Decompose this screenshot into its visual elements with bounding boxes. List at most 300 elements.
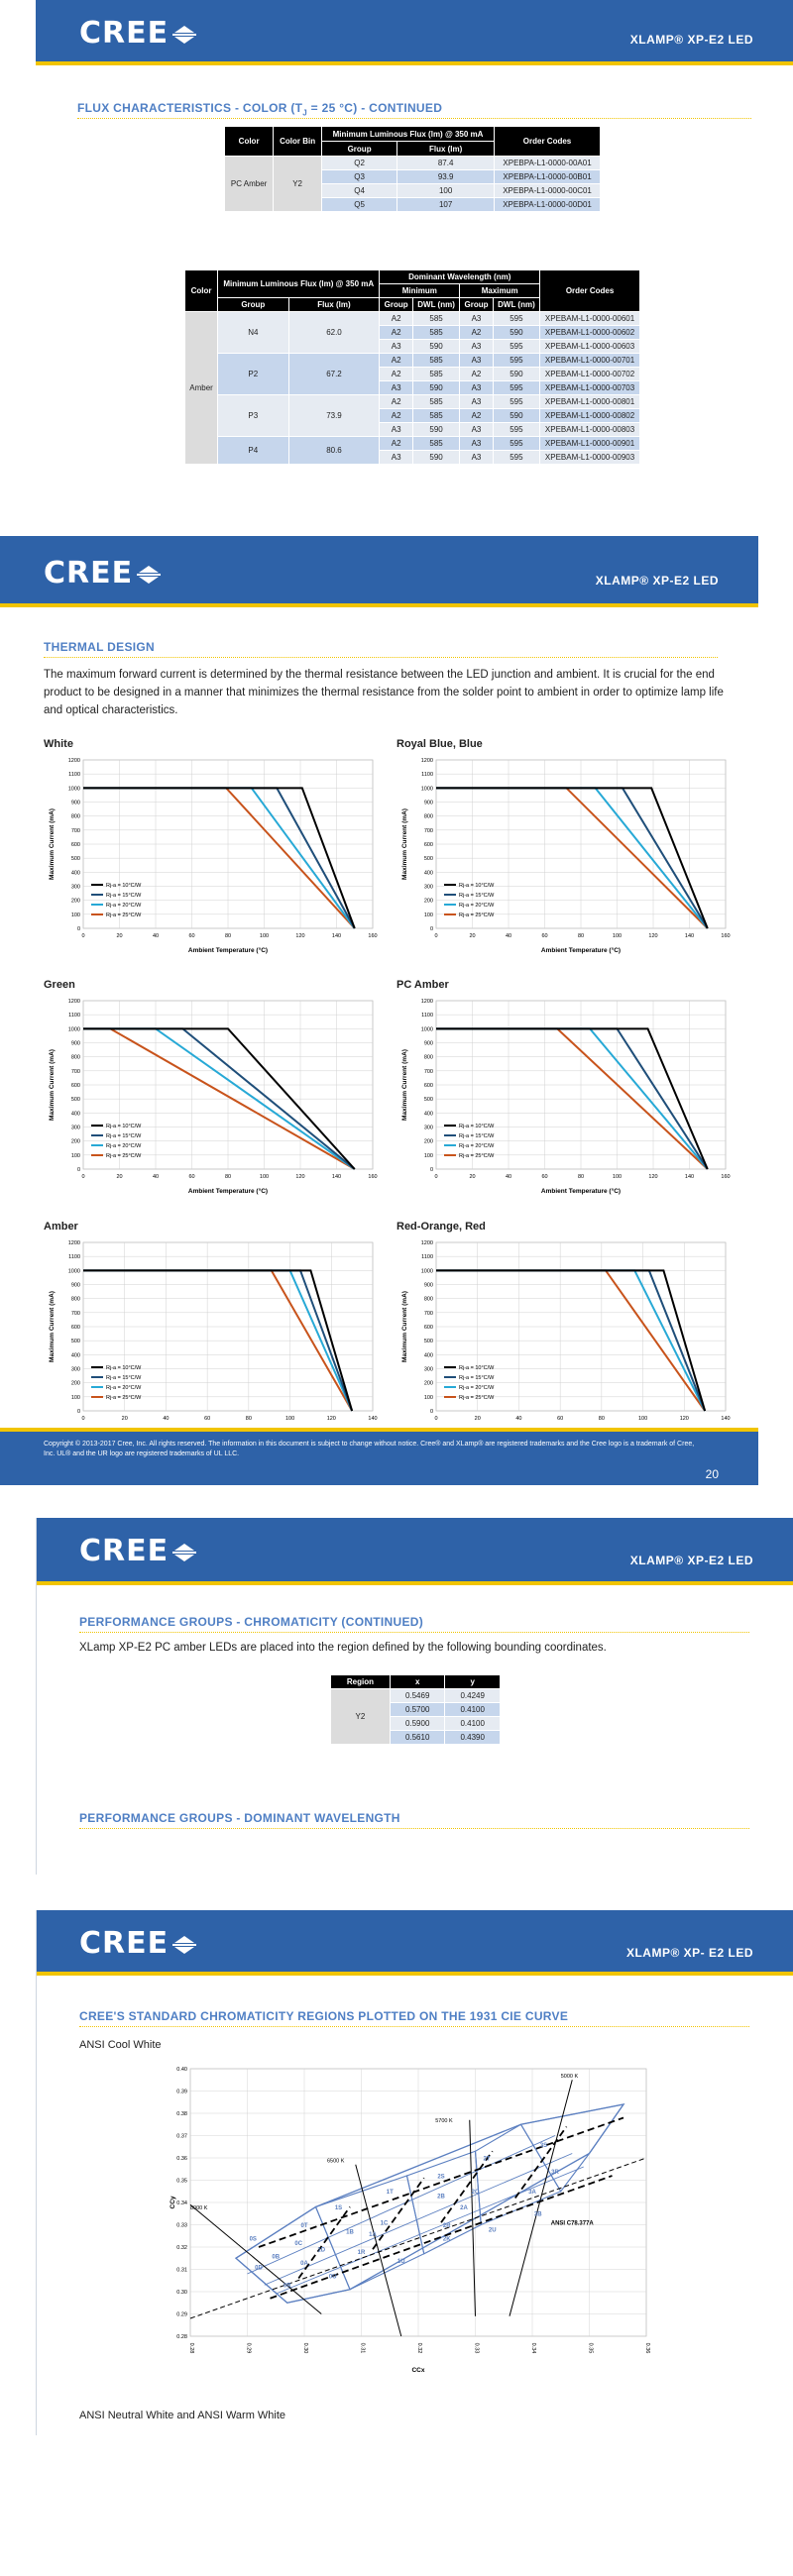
table-cell: A2 xyxy=(460,409,494,423)
chromaticity-table xyxy=(330,1674,501,1745)
cree-chevron-icon xyxy=(171,1934,197,1956)
x-tick-label: 160 xyxy=(368,1174,378,1180)
x-axis-label: Ambient Temperature (°C) xyxy=(540,1188,622,1195)
header-band-3 xyxy=(36,1518,793,1581)
y-tick-label: 0.29 xyxy=(176,2311,187,2318)
product-name: XLAMP® XP-E2 LED xyxy=(595,574,719,588)
region-label: 1U xyxy=(396,2258,405,2265)
table-row xyxy=(331,1689,501,1703)
table-row xyxy=(225,157,601,170)
table-cell: XPEBPA-L1-0000-00A01 xyxy=(495,157,601,170)
table-cell: 0.4100 xyxy=(445,1717,501,1731)
col-max-dwl: DWL (nm) xyxy=(493,298,539,312)
y-tick-label: 1000 xyxy=(420,1268,433,1275)
x-tick-label: 40 xyxy=(505,933,512,939)
x-axis-label: CCx xyxy=(411,2367,425,2374)
y-tick-label: 1200 xyxy=(420,999,433,1005)
table-cell: 595 xyxy=(493,423,539,437)
y-tick-label: 400 xyxy=(423,1111,433,1118)
derating-chart xyxy=(44,995,381,1203)
pc-amber-flux-table xyxy=(224,126,601,212)
y-axis-label: Maximum Current (mA) xyxy=(401,1049,408,1121)
table-cell: 107 xyxy=(397,198,495,212)
region-label: 2B xyxy=(437,2194,445,2200)
y-tick-label: 1100 xyxy=(68,1013,80,1020)
col-order-codes: Order Codes xyxy=(540,270,640,312)
table-cell: XPEBPA-L1-0000-00B01 xyxy=(495,170,601,184)
legend-label: Rj-a = 15°C/W xyxy=(106,1133,142,1139)
y-tick-label: 0.33 xyxy=(176,2222,187,2229)
y-tick-label: 200 xyxy=(423,898,433,905)
region-label: 3B xyxy=(533,2211,542,2218)
region-label: 3S xyxy=(539,2142,548,2149)
region-label: 0R xyxy=(283,2283,291,2290)
col-dominant-wavelength: Dominant Wavelength (nm) xyxy=(380,270,540,284)
y-tick-label: 700 xyxy=(423,1068,433,1075)
x-tick-label: 60 xyxy=(541,933,548,939)
table-cell: A3 xyxy=(460,340,494,354)
amber-flux-table xyxy=(184,269,640,465)
x-tick-label: 80 xyxy=(598,1416,605,1422)
table-cell: XPEBAM-L1-0000-00602 xyxy=(540,326,640,340)
region-label: 1D xyxy=(317,2247,326,2254)
table-cell: P3 xyxy=(218,395,289,437)
x-tick-label: 140 xyxy=(684,933,695,939)
header-band-2 xyxy=(0,536,758,603)
ansi-label: ANSI C78.377A xyxy=(550,2220,594,2227)
table-cell: XPEBPA-L1-0000-00C01 xyxy=(495,184,601,198)
dotted-rule xyxy=(79,1632,749,1633)
x-tick-label: 60 xyxy=(188,1174,195,1180)
x-tick-label: 60 xyxy=(541,1174,548,1180)
thermal-paragraph: The maximum forward current is determined by the thermal resistance between the LED junction and ambient. It is crucial for the end product to be designed in a manner that minimizes the thermal resistance from the solder point to ambient in order to optimize lamp life and optical characteristics. xyxy=(44,669,724,716)
table-cell: 590 xyxy=(412,423,459,437)
cree-logo: CREE xyxy=(79,16,197,51)
table-cell: 595 xyxy=(493,395,539,409)
y-tick-label: 0.30 xyxy=(176,2290,187,2296)
y-tick-label: 0 xyxy=(429,926,433,932)
region-label: 1C xyxy=(380,2220,389,2227)
cct-label: 5000 K xyxy=(560,2074,579,2080)
y-tick-label: 500 xyxy=(423,1097,433,1104)
y-tick-label: 0.36 xyxy=(176,2156,187,2162)
table-cell: 100 xyxy=(397,184,495,198)
col-x: x xyxy=(390,1675,445,1689)
col-group: Group xyxy=(218,298,289,312)
footer-band xyxy=(0,1428,758,1485)
y-tick-label: 700 xyxy=(423,827,433,834)
y-tick-label: 1100 xyxy=(68,772,80,779)
cree-chevron-icon xyxy=(171,24,197,46)
x-tick-label: 0.36 xyxy=(644,2342,650,2354)
x-tick-label: 160 xyxy=(368,933,378,939)
col-order-codes: Order Codes xyxy=(495,127,601,157)
y-tick-label: 1200 xyxy=(67,758,80,764)
legend-label: Rj-a = 15°C/W xyxy=(459,893,495,899)
x-tick-label: 100 xyxy=(284,1416,295,1422)
col-max-group: Group xyxy=(460,298,494,312)
region-label: 0C xyxy=(294,2240,303,2247)
y-tick-label: 300 xyxy=(70,1366,80,1373)
y-tick-label: 900 xyxy=(423,800,433,806)
x-tick-label: 20 xyxy=(469,933,476,939)
table-cell: 585 xyxy=(412,354,459,368)
region-label: 3R xyxy=(551,2169,559,2176)
table-cell: XPEBAM-L1-0000-00803 xyxy=(540,423,640,437)
table-cell: 590 xyxy=(412,451,459,465)
y-tick-label: 1100 xyxy=(68,1254,80,1261)
y-tick-label: 900 xyxy=(423,1040,433,1047)
table-cell: 590 xyxy=(412,340,459,354)
y-tick-label: 500 xyxy=(70,856,80,863)
region-label: 2C xyxy=(471,2190,480,2196)
table-cell: Q4 xyxy=(321,184,396,198)
region-label: 1R xyxy=(357,2249,366,2256)
y-tick-label: 0.40 xyxy=(176,2067,187,2073)
y-tick-label: 1200 xyxy=(420,1240,433,1246)
y-tick-label: 0.37 xyxy=(176,2133,187,2140)
y-tick-label: 200 xyxy=(423,1138,433,1145)
x-axis-label: Ambient Temperature (°C) xyxy=(540,947,622,954)
table-cell: A3 xyxy=(460,451,494,465)
legend-label: Rj-a = 10°C/W xyxy=(459,1124,495,1129)
x-tick-label: 140 xyxy=(331,1174,342,1180)
derating-chart xyxy=(44,1236,381,1445)
legend-label: Rj-a = 15°C/W xyxy=(106,893,142,899)
table-cell: A2 xyxy=(460,368,494,381)
col-maximum: Maximum xyxy=(460,284,540,298)
y-tick-label: 100 xyxy=(70,1394,80,1401)
x-tick-label: 0.35 xyxy=(587,2342,594,2354)
x-axis-label: Ambient Temperature (°C) xyxy=(187,1188,269,1195)
legend-label: Rj-a = 25°C/W xyxy=(106,1153,142,1159)
y-tick-label: 600 xyxy=(423,1325,433,1331)
col-color: Color xyxy=(185,270,218,312)
table-cell: 595 xyxy=(493,437,539,451)
region-label: 0S xyxy=(249,2236,257,2243)
x-tick-label: 100 xyxy=(612,1174,623,1180)
legend-label: Rj-a = 20°C/W xyxy=(106,903,142,909)
copyright: Copyright © 2013-2017 Cree, Inc. All rights reserved. The information in this document is subject to change without notice. Cree® and XLamp® are registered trademarks and the Cree logo is a trademark of Cree, Inc. UL® and the UR logo are registered trademarks of UL LLC. xyxy=(44,1441,695,1457)
page-edge xyxy=(36,1518,37,1875)
table-cell: 0.5900 xyxy=(390,1717,445,1731)
y-tick-label: 1100 xyxy=(421,772,433,779)
table-cell: A3 xyxy=(460,395,494,409)
table-cell: P4 xyxy=(218,437,289,465)
table-cell: Q3 xyxy=(321,170,396,184)
y-tick-label: 800 xyxy=(423,813,433,820)
x-tick-label: 0.31 xyxy=(359,2342,366,2354)
x-tick-label: 0 xyxy=(434,1174,438,1180)
x-tick-label: 20 xyxy=(116,933,123,939)
gold-rule-1 xyxy=(36,61,793,65)
region-label: 0B xyxy=(272,2254,281,2261)
y-tick-label: 200 xyxy=(70,1380,80,1387)
col-group: Group xyxy=(321,142,396,157)
x-tick-label: 120 xyxy=(679,1416,689,1422)
table-cell: 73.9 xyxy=(288,395,380,437)
y-tick-label: 0 xyxy=(76,926,80,932)
table-cell: A2 xyxy=(380,368,413,381)
cree-chevron-icon xyxy=(136,564,162,586)
legend-label: Rj-a = 10°C/W xyxy=(459,1365,495,1371)
gold-rule-4 xyxy=(36,1972,793,1976)
x-tick-label: 40 xyxy=(163,1416,170,1422)
table-row xyxy=(185,395,640,409)
table-cell: A3 xyxy=(380,340,413,354)
col-color: Color xyxy=(225,127,274,157)
table-cell: 590 xyxy=(493,326,539,340)
header-band-1 xyxy=(36,0,793,61)
y-tick-label: 700 xyxy=(70,1310,80,1317)
region-label: 0A xyxy=(300,2261,308,2267)
region-label: 0D xyxy=(255,2265,263,2272)
derating-chart xyxy=(396,754,734,962)
chart-title: Amber xyxy=(44,1221,78,1233)
table-cell: 595 xyxy=(493,381,539,395)
region-label: 2U xyxy=(488,2227,497,2234)
y-tick-label: 900 xyxy=(70,1282,80,1289)
legend-label: Rj-a = 15°C/W xyxy=(106,1375,142,1381)
y-tick-label: 100 xyxy=(423,1152,433,1159)
table-cell: Q2 xyxy=(321,157,396,170)
x-tick-label: 0 xyxy=(434,1416,438,1422)
chart-title: PC Amber xyxy=(396,979,449,991)
y-tick-label: 0 xyxy=(429,1167,433,1173)
y-tick-label: 0.28 xyxy=(176,2334,187,2340)
y-tick-label: 1000 xyxy=(420,786,433,793)
table-cell: 595 xyxy=(493,340,539,354)
section-title-thermal: THERMAL DESIGN xyxy=(44,640,155,654)
gold-rule-2 xyxy=(0,603,758,607)
table-cell: N4 xyxy=(218,312,289,354)
table-row xyxy=(185,437,640,451)
table-cell: XPEBPA-L1-0000-00D01 xyxy=(495,198,601,212)
region-label: 1A xyxy=(369,2231,377,2238)
table-cell: A3 xyxy=(460,354,494,368)
table-cell: 585 xyxy=(412,312,459,326)
x-tick-label: 60 xyxy=(188,933,195,939)
table-cell: 585 xyxy=(412,368,459,381)
legend-label: Rj-a = 20°C/W xyxy=(459,1143,495,1149)
derating-chart xyxy=(44,754,381,962)
x-tick-label: 80 xyxy=(577,1174,585,1180)
legend-label: Rj-a = 15°C/W xyxy=(459,1133,495,1139)
table-cell: Q5 xyxy=(321,198,396,212)
table-cell: A2 xyxy=(380,326,413,340)
x-tick-label: 100 xyxy=(259,1174,270,1180)
chart-title: White xyxy=(44,738,73,750)
header-band-4 xyxy=(36,1910,793,1972)
y-tick-label: 600 xyxy=(70,1325,80,1331)
y-tick-label: 0 xyxy=(76,1167,80,1173)
table-cell: XPEBAM-L1-0000-00702 xyxy=(540,368,640,381)
x-tick-label: 80 xyxy=(577,933,585,939)
x-tick-label: 0 xyxy=(434,933,438,939)
y-tick-label: 1000 xyxy=(67,786,80,793)
legend-label: Rj-a = 20°C/W xyxy=(106,1385,142,1391)
table-cell: Y2 xyxy=(274,157,322,212)
y-tick-label: 0.31 xyxy=(176,2267,187,2274)
table-cell: XPEBAM-L1-0000-00601 xyxy=(540,312,640,326)
y-tick-label: 400 xyxy=(70,870,80,877)
y-tick-label: 700 xyxy=(70,827,80,834)
chart-title: Royal Blue, Blue xyxy=(396,738,483,750)
table-cell: 0.4100 xyxy=(445,1703,501,1717)
y-tick-label: 900 xyxy=(70,800,80,806)
y-tick-label: 300 xyxy=(423,1125,433,1131)
col-min-flux: Minimum Luminous Flux (lm) @ 350 mA xyxy=(218,270,380,298)
region-label: 2S xyxy=(437,2174,445,2181)
x-tick-label: 0 xyxy=(81,1416,85,1422)
y-tick-label: 1100 xyxy=(421,1013,433,1020)
table-cell: A2 xyxy=(380,437,413,451)
y-tick-label: 800 xyxy=(423,1054,433,1061)
y-tick-label: 700 xyxy=(70,1068,80,1075)
y-tick-label: 500 xyxy=(423,1339,433,1345)
x-tick-label: 160 xyxy=(721,933,731,939)
legend-label: Rj-a = 10°C/W xyxy=(459,883,495,889)
table-cell: 67.2 xyxy=(288,354,380,395)
table-cell: A3 xyxy=(460,423,494,437)
y-tick-label: 300 xyxy=(423,884,433,891)
x-tick-label: 120 xyxy=(326,1416,336,1422)
legend-label: Rj-a = 10°C/W xyxy=(106,883,142,889)
y-tick-label: 600 xyxy=(423,1083,433,1089)
x-tick-label: 160 xyxy=(721,1174,731,1180)
col-flux-lm: Flux (lm) xyxy=(397,142,495,157)
y-tick-label: 400 xyxy=(70,1352,80,1359)
y-tick-label: 300 xyxy=(70,884,80,891)
y-axis-label: CCy xyxy=(170,2196,176,2209)
y-tick-label: 500 xyxy=(70,1097,80,1104)
y-tick-label: 1000 xyxy=(67,1268,80,1275)
table-cell: A2 xyxy=(380,312,413,326)
x-tick-label: 20 xyxy=(469,1174,476,1180)
section-title-chromaticity: PERFORMANCE GROUPS - CHROMATICITY (CONTINUED) xyxy=(79,1615,424,1629)
table-cell: 590 xyxy=(493,368,539,381)
section-title-flux: FLUX CHARACTERISTICS - COLOR ($T_J = 25$ °C) - CONTINUED xyxy=(77,101,443,118)
product-name: XLAMP® XP-E2 LED xyxy=(629,33,753,47)
y-tick-label: 600 xyxy=(423,842,433,848)
x-tick-label: 120 xyxy=(648,1174,658,1180)
y-tick-label: 100 xyxy=(70,912,80,918)
y-tick-label: 300 xyxy=(423,1366,433,1373)
cct-label: 6500 K xyxy=(327,2158,345,2165)
y-tick-label: 1100 xyxy=(421,1254,433,1261)
region-label: 1S xyxy=(334,2204,343,2211)
table-cell: A3 xyxy=(460,437,494,451)
section-title-dominant: PERFORMANCE GROUPS - DOMINANT WAVELENGTH xyxy=(79,1811,400,1825)
y-tick-label: 100 xyxy=(423,912,433,918)
cree-logo: CREE xyxy=(79,1926,197,1961)
cree-logo: CREE xyxy=(44,556,162,590)
y-tick-label: 800 xyxy=(70,813,80,820)
table-cell: A2 xyxy=(460,326,494,340)
x-tick-label: 100 xyxy=(637,1416,648,1422)
table-cell: P2 xyxy=(218,354,289,395)
x-tick-label: 40 xyxy=(152,933,160,939)
x-tick-label: 100 xyxy=(612,933,623,939)
y-tick-label: 0.32 xyxy=(176,2245,187,2251)
x-tick-label: 120 xyxy=(295,1174,305,1180)
y-tick-label: 600 xyxy=(70,1083,80,1089)
x-tick-label: 140 xyxy=(331,933,342,939)
table-cell: A2 xyxy=(380,409,413,423)
y-axis-label: Maximum Current (mA) xyxy=(401,1291,408,1362)
table-cell: A3 xyxy=(380,423,413,437)
col-min-flux: Minimum Luminous Flux (lm) @ 350 mA xyxy=(321,127,494,142)
y-tick-label: 400 xyxy=(423,1352,433,1359)
legend-label: Rj-a = 25°C/W xyxy=(459,1395,495,1401)
col-minimum: Minimum xyxy=(380,284,460,298)
col-flux-lm: Flux (lm) xyxy=(288,298,380,312)
legend-label: Rj-a = 25°C/W xyxy=(459,912,495,918)
table-cell: 0.4390 xyxy=(445,1731,501,1745)
table-cell: 585 xyxy=(412,326,459,340)
cree-logo: CREE xyxy=(79,1534,197,1568)
y-tick-label: 0.34 xyxy=(176,2200,187,2206)
col-min-group: Group xyxy=(380,298,413,312)
col-color-bin: Color Bin xyxy=(274,127,322,157)
table-cell: XPEBAM-L1-0000-00903 xyxy=(540,451,640,465)
legend-label: Rj-a = 20°C/W xyxy=(459,903,495,909)
table-cell: 595 xyxy=(493,354,539,368)
x-tick-label: 0.30 xyxy=(302,2342,308,2354)
cie-chart xyxy=(169,2061,664,2398)
table-cell: 590 xyxy=(493,409,539,423)
y-tick-label: 900 xyxy=(423,1282,433,1289)
table-cell: 585 xyxy=(412,437,459,451)
table-cell: 595 xyxy=(493,451,539,465)
table-cell: 93.9 xyxy=(397,170,495,184)
chromaticity-paragraph: XLamp XP-E2 PC amber LEDs are placed into the region defined by the following bounding coordinates. xyxy=(79,1642,607,1654)
legend-label: Rj-a = 25°C/W xyxy=(106,912,142,918)
x-tick-label: 140 xyxy=(684,1174,695,1180)
table-cell: A3 xyxy=(380,451,413,465)
y-tick-label: 800 xyxy=(423,1296,433,1303)
region-label: 2K xyxy=(442,2236,451,2243)
y-tick-label: 800 xyxy=(70,1054,80,1061)
x-tick-label: 40 xyxy=(505,1174,512,1180)
section-title-cie: CREE'S STANDARD CHROMATICITY REGIONS PLOTTED ON THE 1931 CIE CURVE xyxy=(79,2009,569,2023)
table-cell: XPEBAM-L1-0000-00703 xyxy=(540,381,640,395)
table-row xyxy=(185,312,640,326)
x-tick-label: 40 xyxy=(515,1416,522,1422)
region-label: 2T xyxy=(483,2156,491,2163)
table-cell: A3 xyxy=(380,381,413,395)
table-cell: PC Amber xyxy=(225,157,274,212)
product-name: XLAMP® XP-E2 LED xyxy=(629,1554,753,1567)
x-tick-label: 20 xyxy=(121,1416,128,1422)
cct-label: 5700 K xyxy=(435,2118,453,2124)
y-tick-label: 100 xyxy=(423,1394,433,1401)
y-tick-label: 600 xyxy=(70,842,80,848)
table-cell: 0.5469 xyxy=(390,1689,445,1703)
table-cell: A3 xyxy=(460,381,494,395)
y-axis-label: Maximum Current (mA) xyxy=(49,1049,56,1121)
page-number: 20 xyxy=(705,1467,719,1481)
x-tick-label: 120 xyxy=(295,933,305,939)
x-tick-label: 140 xyxy=(721,1416,731,1422)
y-tick-label: 300 xyxy=(70,1125,80,1131)
table-cell: 585 xyxy=(412,409,459,423)
table-cell: 62.0 xyxy=(288,312,380,354)
x-axis-label: Ambient Temperature (°C) xyxy=(187,947,269,954)
dotted-rule xyxy=(79,2026,749,2027)
x-tick-label: 80 xyxy=(245,1416,252,1422)
table-cell: 0.5610 xyxy=(390,1731,445,1745)
